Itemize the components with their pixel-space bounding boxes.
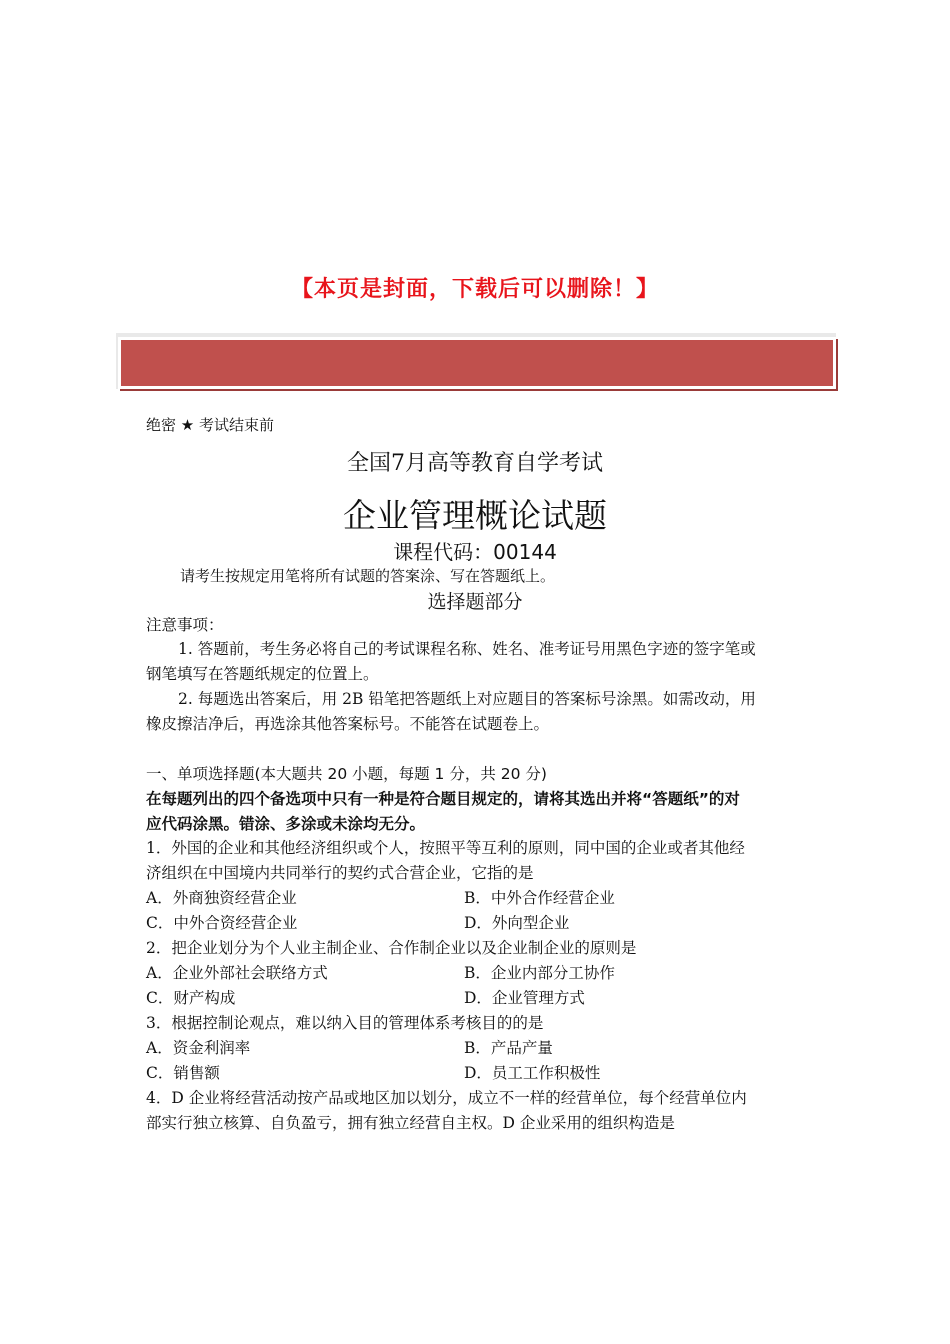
part-heading: 选择题部分 xyxy=(427,591,523,613)
confidential-label: 绝密 ★ 考试结束前 xyxy=(146,416,274,434)
section-desc-line-2: 应代码涂黑。错涂、多涂或未涂均无分。 xyxy=(146,815,426,833)
question-3-option-c: C．销售额 xyxy=(146,1064,220,1082)
note-item-1-line-2: 钢笔填写在答题纸规定的位置上。 xyxy=(146,665,379,683)
question-1-option-c: C．中外合资经营企业 xyxy=(146,914,298,932)
notes-heading: 注意事项： xyxy=(146,616,224,634)
cover-note: 【本页是封面，下载后可以删除！】 xyxy=(290,277,659,302)
title-banner xyxy=(118,337,836,389)
question-2-option-c: C．财产构成 xyxy=(146,989,236,1007)
question-3-option-a: A．资金利润率 xyxy=(146,1039,251,1057)
page-title: 企业管理概论试题 xyxy=(343,496,607,535)
instruction-text: 请考生按规定用笔将所有试题的答案涂、写在答题纸上。 xyxy=(180,567,556,585)
question-1-stem-line-1: 1．外国的企业和其他经济组织或个人，按照平等互利的原则，同中国的企业或者其他经 xyxy=(146,839,745,857)
course-code: 课程代码：00144 xyxy=(393,540,557,564)
question-3-option-b: B．产品产量 xyxy=(464,1039,553,1057)
question-2-option-a: A．企业外部社会联络方式 xyxy=(146,964,328,982)
question-1-option-d: D．外向型企业 xyxy=(464,914,570,932)
section-heading: 一、单项选择题(本大题共 20 小题，每题 1 分，共 20 分) xyxy=(146,765,547,783)
question-4-stem-line-2: 部实行独立核算、自负盈亏，拥有独立经营自主权。D 企业采用的组织构造是 xyxy=(146,1114,675,1132)
exam-name: 全国7月高等教育自学考试 xyxy=(347,451,603,476)
question-2-stem: 2．把企业划分为个人业主制企业、合作制企业以及企业制企业的原则是 xyxy=(146,939,637,957)
question-3-stem: 3．根据控制论观点，难以纳入目的管理体系考核目的的是 xyxy=(146,1014,544,1032)
note-item-2-line-1: 2. 每题选出答案后，用 2B 铅笔把答题纸上对应题目的答案标号涂黑。如需改动，用 xyxy=(178,690,756,708)
question-1-stem-line-2: 济组织在中国境内共同举行的契约式合营企业，它指的是 xyxy=(146,864,534,882)
question-1-option-a: A．外商独资经营企业 xyxy=(146,889,297,907)
question-2-option-b: B．企业内部分工协作 xyxy=(464,964,615,982)
question-1-option-b: B．中外合作经营企业 xyxy=(464,889,615,907)
question-3-option-d: D．员工工作积极性 xyxy=(464,1064,601,1082)
question-2-option-d: D．企业管理方式 xyxy=(464,989,585,1007)
note-item-1-line-1: 1. 答题前，考生务必将自己的考试课程名称、姓名、准考证号用黑色字迹的签字笔或 xyxy=(178,640,756,658)
note-item-2-line-2: 橡皮擦洁净后，再选涂其他答案标号。不能答在试题卷上。 xyxy=(146,715,550,733)
question-4-stem-line-1: 4．D 企业将经营活动按产品或地区加以划分，成立不一样的经营单位，每个经营单位内 xyxy=(146,1089,747,1107)
section-desc-line-1: 在每题列出的四个备选项中只有一种是符合题目规定的，请将其选出并将“答题纸”的对 xyxy=(146,790,740,808)
